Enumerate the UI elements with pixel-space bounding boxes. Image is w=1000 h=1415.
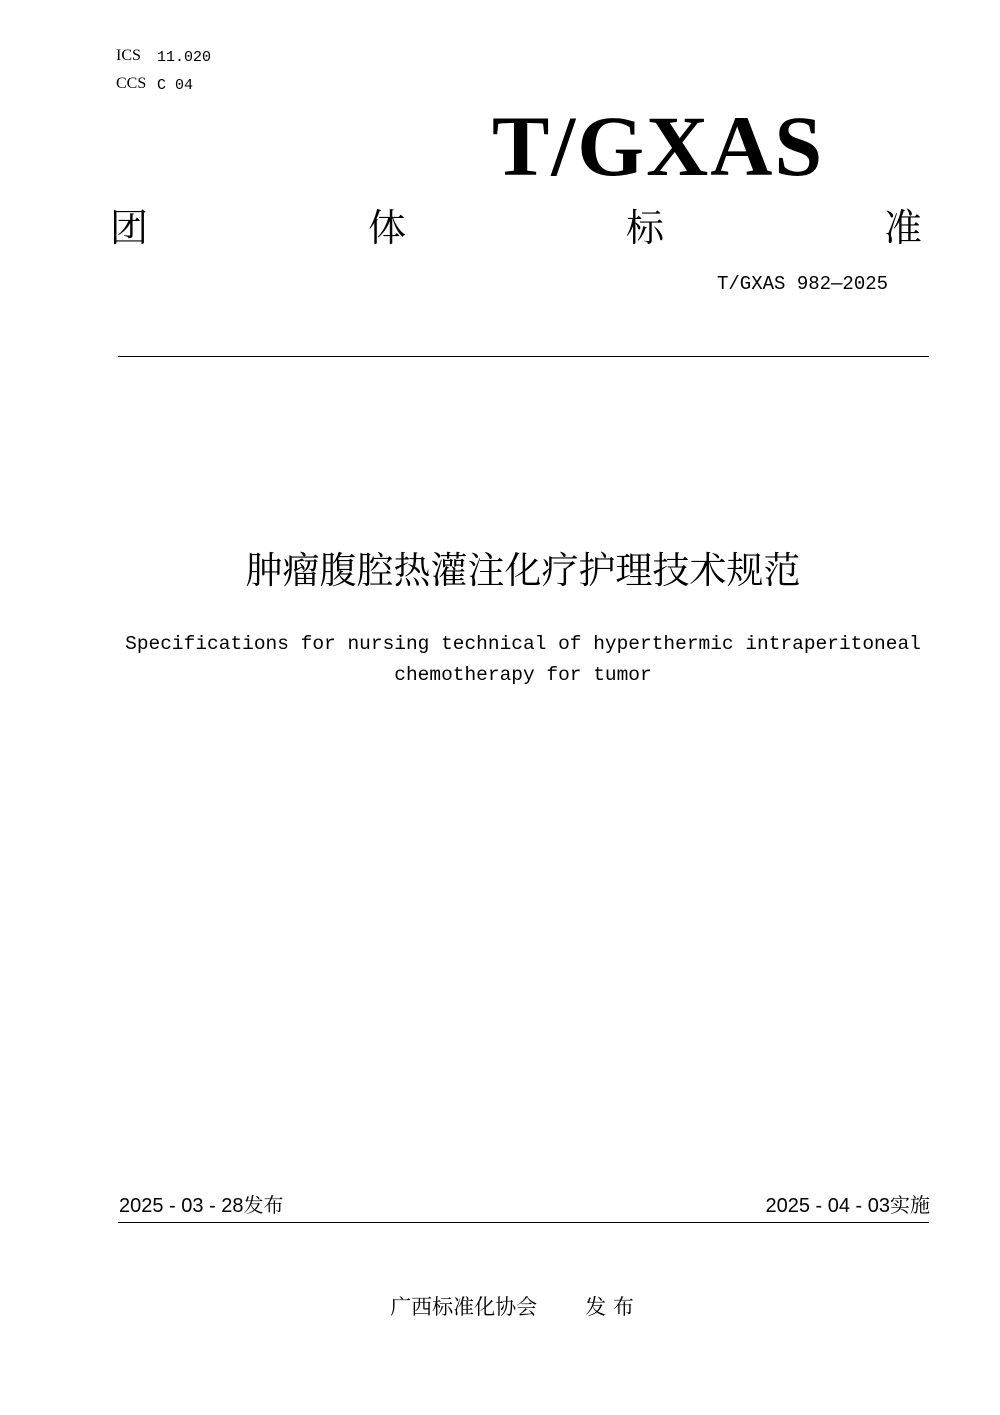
group-standard-heading xyxy=(110,204,922,252)
document-title-chinese: 肿瘤腹腔热灌注化疗护理技术规范 xyxy=(245,549,801,592)
ics-code: 11.020 xyxy=(157,49,212,66)
ccs-code: C 04 xyxy=(157,77,194,94)
document-title-english-line-1: Specifications for nursing technical of hyperthermic intraperitoneal xyxy=(125,633,921,655)
implementation-date-label: 实施 xyxy=(890,1193,930,1217)
header-divider xyxy=(118,356,929,357)
group-standard-char: 标 xyxy=(625,206,664,250)
implementation-date-value: 2025 - 04 - 03 xyxy=(765,1195,890,1217)
footer-divider xyxy=(118,1222,929,1223)
ccs-label: CCS xyxy=(116,75,147,92)
publisher-line xyxy=(0,1292,1000,1322)
standard-number: T/GXAS 982—2025 xyxy=(717,273,889,295)
group-standard-char: 团 xyxy=(110,206,149,250)
publish-label: 发 布 xyxy=(585,1295,634,1319)
group-standard-char: 体 xyxy=(367,206,406,250)
document-title-english-line-2: chemotherapy for tumor xyxy=(394,664,652,686)
implementation-date xyxy=(765,1191,930,1220)
ics-label: ICS xyxy=(116,47,141,64)
issue-date xyxy=(119,1191,284,1220)
standard-code-logo: T/GXAS xyxy=(492,98,825,194)
issue-date-value: 2025 - 03 - 28 xyxy=(119,1195,244,1217)
issue-date-label: 发布 xyxy=(243,1193,284,1217)
group-standard-char: 准 xyxy=(883,206,922,250)
publisher-name: 广西标准化协会 xyxy=(390,1295,538,1319)
